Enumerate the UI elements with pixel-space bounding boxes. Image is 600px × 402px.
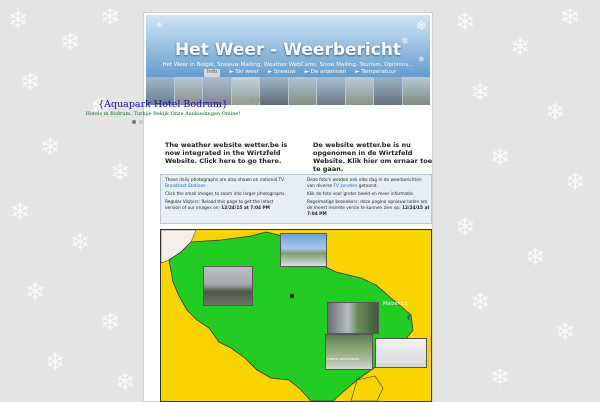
snowflake-icon: ❄ bbox=[60, 28, 81, 56]
banner-photo bbox=[346, 77, 375, 105]
snowflake-icon: ❄ bbox=[45, 348, 66, 376]
banner-photo bbox=[260, 77, 289, 105]
snowflake-icon: ❄ bbox=[70, 228, 91, 256]
info-en-p3: Regular Visitors: Reload this page to get the latest version of our images on: bbox=[165, 200, 274, 211]
banner-photo bbox=[374, 77, 403, 105]
snowflake-icon: ❄ bbox=[156, 21, 163, 30]
snowflake-icon: ❄ bbox=[470, 288, 491, 316]
ad-carousel-dots[interactable] bbox=[132, 120, 143, 124]
header-banner bbox=[146, 15, 430, 105]
intro-english-link[interactable]: The weather website wetter.be is now integrated in the Wirtzfeld Website. Click here to go there. bbox=[165, 141, 288, 165]
main-nav bbox=[204, 69, 396, 77]
nav-temperatuur[interactable]: ► Temperatuur bbox=[355, 69, 397, 75]
banner-photo bbox=[317, 77, 346, 105]
info-dutch bbox=[307, 178, 430, 220]
snowflake-icon: ❄ bbox=[555, 318, 576, 346]
webcam-marker-icon[interactable]: ▮ bbox=[407, 314, 411, 321]
snowflake-icon: ❄ bbox=[455, 8, 476, 36]
broadcast-stations-link[interactable]: Broadcast Stations bbox=[165, 184, 206, 189]
snowflake-icon: ❄ bbox=[416, 19, 427, 34]
webcam-thumbnail-1[interactable] bbox=[280, 233, 327, 267]
ad-close-icon[interactable]: ✕ bbox=[257, 97, 263, 104]
carousel-dot[interactable] bbox=[139, 120, 143, 124]
banner-photo bbox=[289, 77, 318, 105]
info-english bbox=[165, 178, 288, 214]
info-box bbox=[160, 174, 432, 224]
snowflake-icon: ❄ bbox=[10, 198, 31, 226]
banner-photo bbox=[403, 77, 431, 105]
nav-info[interactable]: Info bbox=[204, 69, 220, 77]
belgium-webcam-map bbox=[160, 229, 432, 402]
snowflake-icon: ❄ bbox=[100, 3, 121, 31]
carousel-dot-active[interactable] bbox=[132, 120, 136, 124]
ad-banner[interactable] bbox=[68, 93, 263, 123]
site-subtitle: Het Weer in België, Sneeuw Mailing, Weather WebCams, Snow Mailing, Tourism, Opinions... bbox=[162, 62, 414, 68]
nav-ski-weer[interactable]: ► Ski weer bbox=[229, 69, 259, 75]
nav-de-ardennen[interactable]: ► De ardennen bbox=[304, 69, 347, 75]
info-nl-date: 12/24/15 at 7:04 PM bbox=[307, 206, 430, 217]
site-title: Het Weer - Weerbericht bbox=[174, 40, 402, 60]
snowflake-icon: ❄ bbox=[90, 93, 111, 121]
webcam-thumbnail-3[interactable] bbox=[327, 302, 379, 334]
snowflake-icon: ❄ bbox=[560, 3, 581, 31]
snowflake-icon: ❄ bbox=[25, 278, 46, 306]
snowflake-icon: ❄ bbox=[20, 68, 41, 96]
info-nl-p3: Regelmatige bezoekers: deze pagina opnieuw laden om de meest recente versie te kunnen zien op: bbox=[307, 200, 428, 211]
snowflake-icon: ❄ bbox=[490, 143, 511, 171]
nav-sneeuw[interactable]: ► Sneeuw bbox=[267, 69, 296, 75]
forest-restaurant-sign: FOREST RESTAURANT bbox=[327, 357, 360, 361]
webcam-thumbnail-2[interactable] bbox=[203, 266, 253, 306]
snowflake-icon: ❄ bbox=[455, 213, 476, 241]
snowflake-icon: ❄ bbox=[490, 363, 511, 391]
tv-zenders-link[interactable]: TV zenders bbox=[333, 184, 358, 189]
snowflake-icon: ❄ bbox=[110, 158, 131, 186]
snowflake-icon: ❄ bbox=[545, 98, 566, 126]
ad-text[interactable]: Hotels in Bodrum, Turkije Bekijk Onze Aanbiedingen Online! bbox=[85, 111, 241, 117]
snowflake-icon: ❄ bbox=[510, 33, 531, 61]
snowflake-icon: ❄ bbox=[401, 37, 409, 47]
snowflake-icon: ❄ bbox=[525, 243, 546, 271]
info-en-p2: Click the small images to zoom into larger photographs. bbox=[165, 192, 286, 197]
ad-info-icon[interactable]: ▷ bbox=[251, 97, 256, 104]
snowflake-icon: ❄ bbox=[470, 78, 491, 106]
intro-dutch-link[interactable]: De website wetter.be is nu opgenomen in de Wirtzfeld Website. Klik hier om ernaar toe te gaan. bbox=[313, 141, 433, 173]
snowflake-icon: ❄ bbox=[418, 55, 425, 64]
webcam-thumbnail-4[interactable] bbox=[325, 334, 373, 370]
city-marker bbox=[290, 294, 294, 298]
snowflake-icon: ❄ bbox=[565, 168, 586, 196]
info-en-p1: These daily photographs are also shown on national TV bbox=[165, 178, 285, 183]
snowflake-icon: ❄ bbox=[8, 6, 29, 34]
ad-title[interactable]: {Aquapark Hotel Bodrum} bbox=[98, 99, 228, 110]
webcam-thumbnail-5[interactable] bbox=[375, 338, 427, 368]
snowflake-icon: ❄ bbox=[40, 133, 61, 161]
snowflake-icon: ❄ bbox=[115, 368, 136, 396]
info-en-date: 12/24/15 at 7:04 PM bbox=[221, 206, 270, 211]
city-label-malzenich: Malzenich bbox=[383, 301, 408, 307]
info-nl-p2: Klik de foto voor groter beeld en meer informatie. bbox=[307, 192, 415, 197]
info-nl-p1-end: getoond. bbox=[358, 184, 378, 189]
info-nl-p1: Deze foto's worden ook elke dag in de weerberichten van diverse bbox=[307, 178, 422, 189]
snowflake-icon: ❄ bbox=[100, 308, 121, 336]
